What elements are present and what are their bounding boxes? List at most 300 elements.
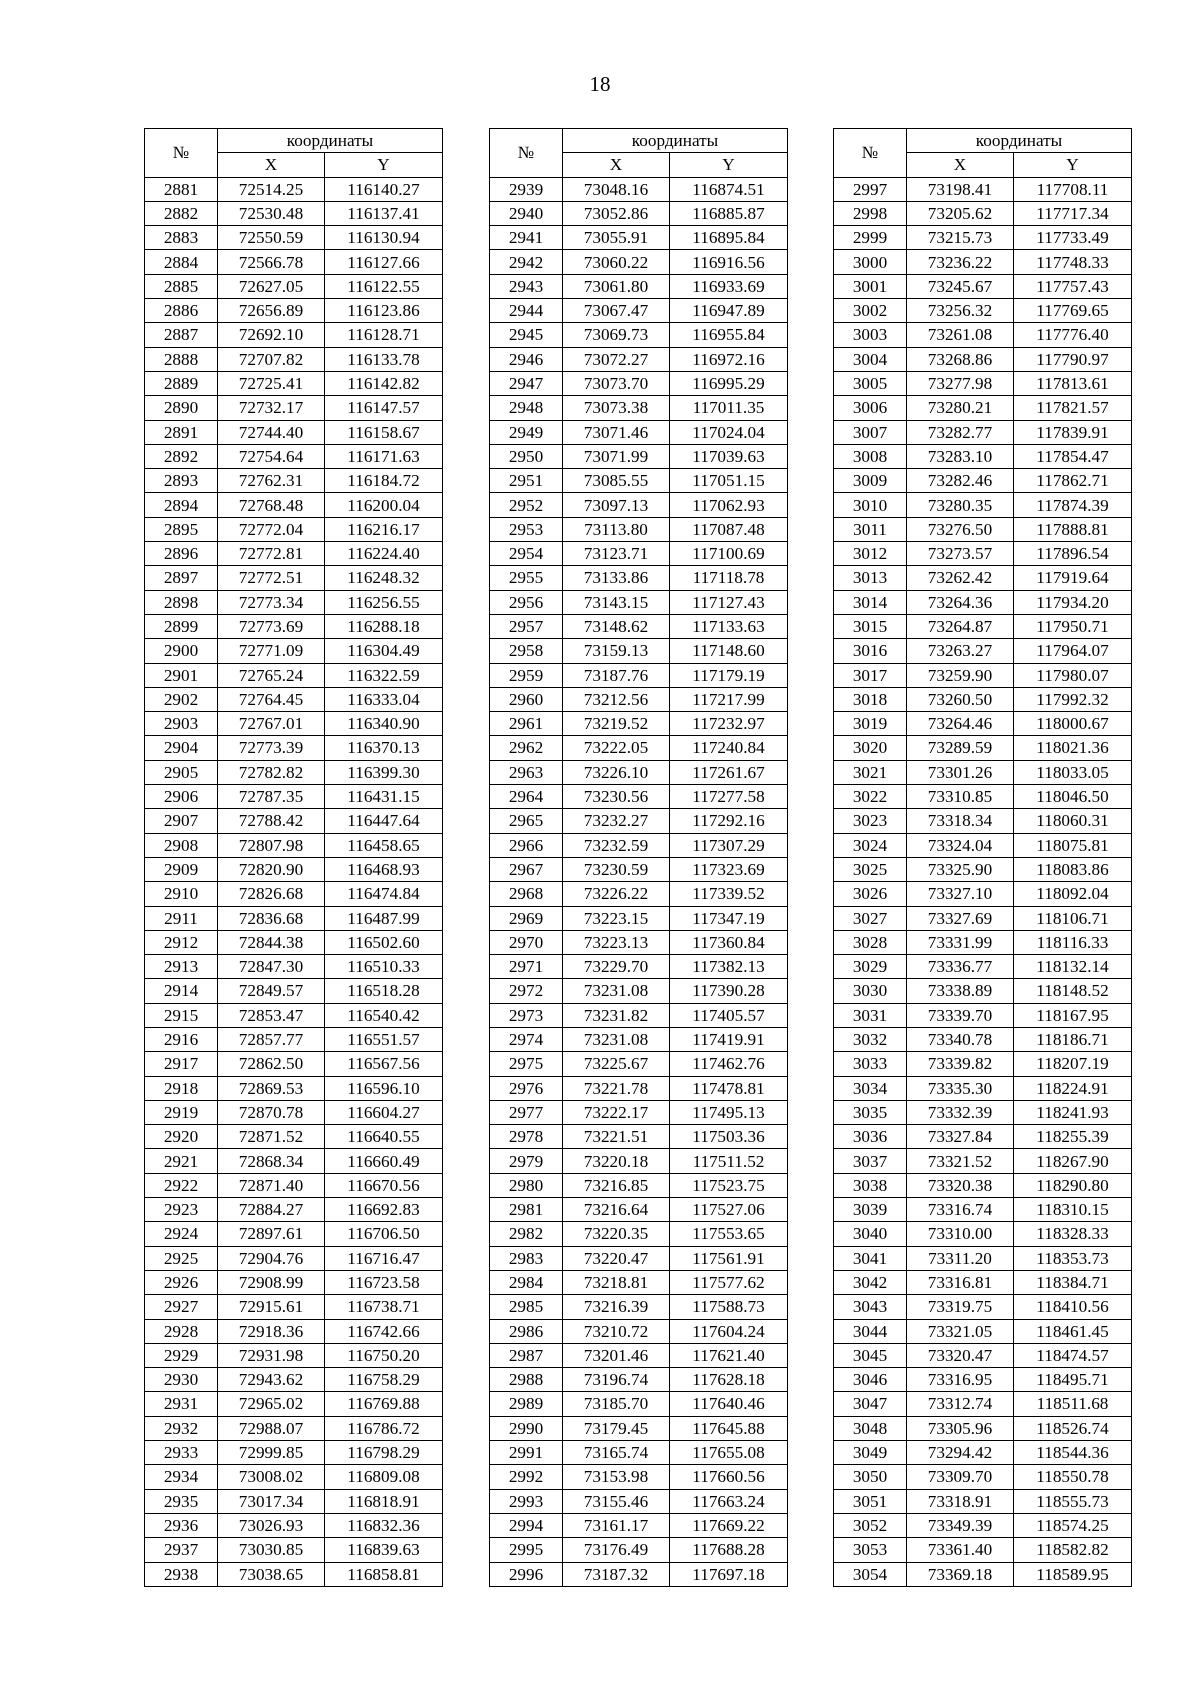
header-y: Y (325, 153, 443, 177)
point-number-cell: 2899 (145, 614, 218, 638)
x-coordinate-cell: 73316.74 (907, 1198, 1014, 1222)
x-coordinate-cell: 72931.98 (218, 1343, 325, 1367)
y-coordinate-cell: 116128.71 (325, 323, 443, 347)
header-y: Y (1014, 153, 1132, 177)
table-row (834, 1003, 1132, 1027)
table-row (145, 1295, 443, 1319)
y-coordinate-cell: 117024.04 (670, 420, 788, 444)
table-row (834, 639, 1132, 663)
table-row (834, 1513, 1132, 1537)
x-coordinate-cell: 73311.20 (907, 1246, 1014, 1270)
y-coordinate-cell: 116431.15 (325, 785, 443, 809)
table-row (834, 1052, 1132, 1076)
x-coordinate-cell: 73327.84 (907, 1125, 1014, 1149)
y-coordinate-cell: 116304.49 (325, 639, 443, 663)
point-number-cell: 2881 (145, 177, 218, 201)
table-row (490, 347, 788, 371)
x-coordinate-cell: 72826.68 (218, 882, 325, 906)
y-coordinate-cell: 117790.97 (1014, 347, 1132, 371)
y-coordinate-cell: 117179.19 (670, 663, 788, 687)
x-coordinate-cell: 72871.52 (218, 1125, 325, 1149)
table-row (145, 833, 443, 857)
point-number-cell: 3049 (834, 1441, 907, 1465)
table-row (145, 1052, 443, 1076)
point-number-cell: 3028 (834, 930, 907, 954)
table-row (834, 979, 1132, 1003)
y-coordinate-cell: 117390.28 (670, 979, 788, 1003)
x-coordinate-cell: 73030.85 (218, 1538, 325, 1562)
table-row (490, 1027, 788, 1051)
table-row (145, 1513, 443, 1537)
table-row (834, 1076, 1132, 1100)
table-row (490, 1392, 788, 1416)
x-coordinate-cell: 73231.08 (563, 979, 670, 1003)
y-coordinate-cell: 117011.35 (670, 396, 788, 420)
table-row (490, 493, 788, 517)
table-row (490, 760, 788, 784)
table-row (834, 542, 1132, 566)
x-coordinate-cell: 73318.91 (907, 1489, 1014, 1513)
y-coordinate-cell: 116340.90 (325, 712, 443, 736)
y-coordinate-cell: 116142.82 (325, 371, 443, 395)
x-coordinate-cell: 73310.85 (907, 785, 1014, 809)
table-row (145, 250, 443, 274)
table-row (490, 1003, 788, 1027)
x-coordinate-cell: 73319.75 (907, 1295, 1014, 1319)
table-row (145, 930, 443, 954)
x-coordinate-cell: 72732.17 (218, 396, 325, 420)
y-coordinate-cell: 118116.33 (1014, 930, 1132, 954)
point-number-cell: 2995 (490, 1538, 563, 1562)
point-number-cell: 2976 (490, 1076, 563, 1100)
y-coordinate-cell: 117660.56 (670, 1465, 788, 1489)
x-coordinate-cell: 73179.45 (563, 1416, 670, 1440)
y-coordinate-cell: 116692.83 (325, 1198, 443, 1222)
x-coordinate-cell: 73261.08 (907, 323, 1014, 347)
table-row (834, 323, 1132, 347)
point-number-cell: 3000 (834, 250, 907, 274)
x-coordinate-cell: 73226.10 (563, 760, 670, 784)
point-number-cell: 2892 (145, 444, 218, 468)
point-number-cell: 2952 (490, 493, 563, 517)
x-coordinate-cell: 73369.18 (907, 1562, 1014, 1586)
x-coordinate-cell: 73282.77 (907, 420, 1014, 444)
x-coordinate-cell: 72915.61 (218, 1295, 325, 1319)
point-number-cell: 2973 (490, 1003, 563, 1027)
x-coordinate-cell: 73196.74 (563, 1368, 670, 1392)
point-number-cell: 3054 (834, 1562, 907, 1586)
x-coordinate-cell: 73159.13 (563, 639, 670, 663)
point-number-cell: 2911 (145, 906, 218, 930)
table-row (834, 444, 1132, 468)
table-row (490, 663, 788, 687)
y-coordinate-cell: 116995.29 (670, 371, 788, 395)
x-coordinate-cell: 73339.82 (907, 1052, 1014, 1076)
y-coordinate-cell: 116200.04 (325, 493, 443, 517)
y-coordinate-cell: 117503.36 (670, 1125, 788, 1149)
point-number-cell: 2942 (490, 250, 563, 274)
table-row (145, 1149, 443, 1173)
point-number-cell: 2890 (145, 396, 218, 420)
x-coordinate-cell: 72773.34 (218, 590, 325, 614)
point-number-cell: 2956 (490, 590, 563, 614)
y-coordinate-cell: 118060.31 (1014, 809, 1132, 833)
table-row (834, 930, 1132, 954)
table-row (834, 590, 1132, 614)
x-coordinate-cell: 73153.98 (563, 1465, 670, 1489)
x-coordinate-cell: 73321.05 (907, 1319, 1014, 1343)
table-row (490, 566, 788, 590)
table-row (834, 1416, 1132, 1440)
point-number-cell: 2968 (490, 882, 563, 906)
point-number-cell: 2908 (145, 833, 218, 857)
y-coordinate-cell: 116567.56 (325, 1052, 443, 1076)
point-number-cell: 3021 (834, 760, 907, 784)
x-coordinate-cell: 73289.59 (907, 736, 1014, 760)
point-number-cell: 3004 (834, 347, 907, 371)
point-number-cell: 2979 (490, 1149, 563, 1173)
point-number-cell: 2948 (490, 396, 563, 420)
x-coordinate-cell: 73320.38 (907, 1173, 1014, 1197)
table-row (834, 1246, 1132, 1270)
y-coordinate-cell: 118075.81 (1014, 833, 1132, 857)
table-row (145, 177, 443, 201)
table-row (834, 1270, 1132, 1294)
point-number-cell: 2957 (490, 614, 563, 638)
table-row (834, 469, 1132, 493)
x-coordinate-cell: 72999.85 (218, 1441, 325, 1465)
x-coordinate-cell: 73223.15 (563, 906, 670, 930)
y-coordinate-cell: 118495.71 (1014, 1368, 1132, 1392)
point-number-cell: 2947 (490, 371, 563, 395)
table-row (490, 1149, 788, 1173)
x-coordinate-cell: 73340.78 (907, 1027, 1014, 1051)
x-coordinate-cell: 73259.90 (907, 663, 1014, 687)
point-number-cell: 3020 (834, 736, 907, 760)
y-coordinate-cell: 117769.65 (1014, 299, 1132, 323)
table-row (145, 639, 443, 663)
x-coordinate-cell: 73216.85 (563, 1173, 670, 1197)
table-row (145, 1222, 443, 1246)
point-number-cell: 2987 (490, 1343, 563, 1367)
table-row (834, 566, 1132, 590)
y-coordinate-cell: 117478.81 (670, 1076, 788, 1100)
point-number-cell: 2920 (145, 1125, 218, 1149)
table-row (490, 444, 788, 468)
point-number-cell: 3047 (834, 1392, 907, 1416)
y-coordinate-cell: 116640.55 (325, 1125, 443, 1149)
point-number-cell: 2891 (145, 420, 218, 444)
table-row (145, 1416, 443, 1440)
table-row (145, 1173, 443, 1197)
point-number-cell: 2898 (145, 590, 218, 614)
table-row (490, 299, 788, 323)
x-coordinate-cell: 72754.64 (218, 444, 325, 468)
y-coordinate-cell: 117980.07 (1014, 663, 1132, 687)
point-number-cell: 2909 (145, 857, 218, 881)
table-row (145, 566, 443, 590)
x-coordinate-cell: 73038.65 (218, 1562, 325, 1586)
x-coordinate-cell: 72918.36 (218, 1319, 325, 1343)
x-coordinate-cell: 73073.70 (563, 371, 670, 395)
point-number-cell: 2888 (145, 347, 218, 371)
table-row (834, 760, 1132, 784)
point-number-cell: 2985 (490, 1295, 563, 1319)
y-coordinate-cell: 116510.33 (325, 955, 443, 979)
y-coordinate-cell: 118328.33 (1014, 1222, 1132, 1246)
point-number-cell: 3012 (834, 542, 907, 566)
point-number-cell: 2949 (490, 420, 563, 444)
table-row (145, 1489, 443, 1513)
point-number-cell: 2953 (490, 517, 563, 541)
y-coordinate-cell: 118574.25 (1014, 1513, 1132, 1537)
y-coordinate-cell: 117051.15 (670, 469, 788, 493)
header-coords: координаты (218, 129, 443, 153)
y-coordinate-cell: 117118.78 (670, 566, 788, 590)
table-row (145, 226, 443, 250)
table-row (834, 955, 1132, 979)
point-number-cell: 2990 (490, 1416, 563, 1440)
y-coordinate-cell: 118092.04 (1014, 882, 1132, 906)
table-row (834, 663, 1132, 687)
y-coordinate-cell: 116809.08 (325, 1465, 443, 1489)
x-coordinate-cell: 73061.80 (563, 274, 670, 298)
y-coordinate-cell: 116786.72 (325, 1416, 443, 1440)
table-row (145, 1319, 443, 1343)
y-coordinate-cell: 118083.86 (1014, 857, 1132, 881)
table-row (145, 857, 443, 881)
y-coordinate-cell: 116769.88 (325, 1392, 443, 1416)
y-coordinate-cell: 118207.19 (1014, 1052, 1132, 1076)
y-coordinate-cell: 117839.91 (1014, 420, 1132, 444)
table-row (145, 1538, 443, 1562)
point-number-cell: 2999 (834, 226, 907, 250)
header-coords: координаты (563, 129, 788, 153)
y-coordinate-cell: 116670.56 (325, 1173, 443, 1197)
table-row (490, 687, 788, 711)
point-number-cell: 2915 (145, 1003, 218, 1027)
x-coordinate-cell: 73232.59 (563, 833, 670, 857)
point-number-cell: 2965 (490, 809, 563, 833)
x-coordinate-cell: 73280.21 (907, 396, 1014, 420)
x-coordinate-cell: 73232.27 (563, 809, 670, 833)
y-coordinate-cell: 117307.29 (670, 833, 788, 857)
table-row (834, 906, 1132, 930)
x-coordinate-cell: 73148.62 (563, 614, 670, 638)
header-y: Y (670, 153, 788, 177)
x-coordinate-cell: 72771.09 (218, 639, 325, 663)
y-coordinate-cell: 118241.93 (1014, 1100, 1132, 1124)
y-coordinate-cell: 117640.46 (670, 1392, 788, 1416)
table-row (490, 517, 788, 541)
coordinates-table-3 (833, 128, 1132, 1587)
point-number-cell: 2958 (490, 639, 563, 663)
x-coordinate-cell: 72787.35 (218, 785, 325, 809)
x-coordinate-cell: 73231.82 (563, 1003, 670, 1027)
y-coordinate-cell: 116370.13 (325, 736, 443, 760)
y-coordinate-cell: 117950.71 (1014, 614, 1132, 638)
table-row (834, 517, 1132, 541)
y-coordinate-cell: 117261.67 (670, 760, 788, 784)
point-number-cell: 2974 (490, 1027, 563, 1051)
x-coordinate-cell: 73055.91 (563, 226, 670, 250)
x-coordinate-cell: 73165.74 (563, 1441, 670, 1465)
table-row (834, 177, 1132, 201)
table-row (145, 274, 443, 298)
x-coordinate-cell: 73067.47 (563, 299, 670, 323)
table-row (834, 1489, 1132, 1513)
table-row (145, 1003, 443, 1027)
point-number-cell: 3039 (834, 1198, 907, 1222)
y-coordinate-cell: 116885.87 (670, 201, 788, 225)
table-row (834, 1295, 1132, 1319)
point-number-cell: 3035 (834, 1100, 907, 1124)
x-coordinate-cell: 73220.35 (563, 1222, 670, 1246)
y-coordinate-cell: 116832.36 (325, 1513, 443, 1537)
table-row (834, 250, 1132, 274)
table-row (145, 1100, 443, 1124)
point-number-cell: 2944 (490, 299, 563, 323)
y-coordinate-cell: 117347.19 (670, 906, 788, 930)
y-coordinate-cell: 118224.91 (1014, 1076, 1132, 1100)
point-number-cell: 2950 (490, 444, 563, 468)
table-row (490, 201, 788, 225)
x-coordinate-cell: 73133.86 (563, 566, 670, 590)
y-coordinate-cell: 116288.18 (325, 614, 443, 638)
table-row (145, 347, 443, 371)
table-row (145, 1198, 443, 1222)
x-coordinate-cell: 72988.07 (218, 1416, 325, 1440)
y-coordinate-cell: 117874.39 (1014, 493, 1132, 517)
point-number-cell: 3040 (834, 1222, 907, 1246)
x-coordinate-cell: 73282.46 (907, 469, 1014, 493)
point-number-cell: 2971 (490, 955, 563, 979)
point-number-cell: 2918 (145, 1076, 218, 1100)
table-row (145, 590, 443, 614)
x-coordinate-cell: 73185.70 (563, 1392, 670, 1416)
x-coordinate-cell: 72847.30 (218, 955, 325, 979)
table-row (490, 274, 788, 298)
y-coordinate-cell: 117127.43 (670, 590, 788, 614)
x-coordinate-cell: 73349.39 (907, 1513, 1014, 1537)
x-coordinate-cell: 72762.31 (218, 469, 325, 493)
y-coordinate-cell: 116137.41 (325, 201, 443, 225)
point-number-cell: 2955 (490, 566, 563, 590)
x-coordinate-cell: 73361.40 (907, 1538, 1014, 1562)
y-coordinate-cell: 118384.71 (1014, 1270, 1132, 1294)
x-coordinate-cell: 72836.68 (218, 906, 325, 930)
x-coordinate-cell: 72627.05 (218, 274, 325, 298)
x-coordinate-cell: 72904.76 (218, 1246, 325, 1270)
y-coordinate-cell: 117655.08 (670, 1441, 788, 1465)
y-coordinate-cell: 117821.57 (1014, 396, 1132, 420)
table-row (490, 736, 788, 760)
page-number: 18 (589, 72, 611, 96)
point-number-cell: 3008 (834, 444, 907, 468)
y-coordinate-cell: 117553.65 (670, 1222, 788, 1246)
x-coordinate-cell: 73327.69 (907, 906, 1014, 930)
table-row (490, 979, 788, 1003)
table-row (145, 299, 443, 323)
y-coordinate-cell: 118353.73 (1014, 1246, 1132, 1270)
table-row (490, 1246, 788, 1270)
table-row (145, 1368, 443, 1392)
x-coordinate-cell: 72773.69 (218, 614, 325, 638)
y-coordinate-cell: 116738.71 (325, 1295, 443, 1319)
x-coordinate-cell: 73073.38 (563, 396, 670, 420)
x-coordinate-cell: 73305.96 (907, 1416, 1014, 1440)
x-coordinate-cell: 73338.89 (907, 979, 1014, 1003)
table-row (490, 1416, 788, 1440)
x-coordinate-cell: 73336.77 (907, 955, 1014, 979)
x-coordinate-cell: 73283.10 (907, 444, 1014, 468)
table-row (145, 1465, 443, 1489)
table-row (145, 542, 443, 566)
y-coordinate-cell: 116604.27 (325, 1100, 443, 1124)
y-coordinate-cell: 117934.20 (1014, 590, 1132, 614)
x-coordinate-cell: 73201.46 (563, 1343, 670, 1367)
table-row (834, 687, 1132, 711)
point-number-cell: 3029 (834, 955, 907, 979)
x-coordinate-cell: 73143.15 (563, 590, 670, 614)
table-row (834, 1319, 1132, 1343)
table-row (834, 1198, 1132, 1222)
y-coordinate-cell: 116916.56 (670, 250, 788, 274)
y-coordinate-cell: 117697.18 (670, 1562, 788, 1586)
y-coordinate-cell: 116758.29 (325, 1368, 443, 1392)
x-coordinate-cell: 73262.42 (907, 566, 1014, 590)
y-coordinate-cell: 116750.20 (325, 1343, 443, 1367)
x-coordinate-cell: 73264.87 (907, 614, 1014, 638)
point-number-cell: 2954 (490, 542, 563, 566)
x-coordinate-cell: 73225.67 (563, 1052, 670, 1076)
x-coordinate-cell: 72897.61 (218, 1222, 325, 1246)
x-coordinate-cell: 73008.02 (218, 1465, 325, 1489)
y-coordinate-cell: 116858.81 (325, 1562, 443, 1586)
point-number-cell: 2935 (145, 1489, 218, 1513)
point-number-cell: 3011 (834, 517, 907, 541)
y-coordinate-cell: 116706.50 (325, 1222, 443, 1246)
y-coordinate-cell: 117854.47 (1014, 444, 1132, 468)
y-coordinate-cell: 116839.63 (325, 1538, 443, 1562)
point-number-cell: 2901 (145, 663, 218, 687)
table-row (490, 469, 788, 493)
y-coordinate-cell: 118033.05 (1014, 760, 1132, 784)
table-row (490, 590, 788, 614)
table-row (834, 396, 1132, 420)
x-coordinate-cell: 72768.48 (218, 493, 325, 517)
point-number-cell: 3033 (834, 1052, 907, 1076)
point-number-cell: 2966 (490, 833, 563, 857)
point-number-cell: 3014 (834, 590, 907, 614)
y-coordinate-cell: 117717.34 (1014, 201, 1132, 225)
y-coordinate-cell: 116551.57 (325, 1027, 443, 1051)
y-coordinate-cell: 116895.84 (670, 226, 788, 250)
table-row (834, 1027, 1132, 1051)
table-row (145, 1027, 443, 1051)
x-coordinate-cell: 73198.41 (907, 177, 1014, 201)
point-number-cell: 2964 (490, 785, 563, 809)
table-row (834, 1125, 1132, 1149)
y-coordinate-cell: 116224.40 (325, 542, 443, 566)
point-number-cell: 2993 (490, 1489, 563, 1513)
point-number-cell: 2936 (145, 1513, 218, 1537)
point-number-cell: 2924 (145, 1222, 218, 1246)
y-coordinate-cell: 118474.57 (1014, 1343, 1132, 1367)
y-coordinate-cell: 118000.67 (1014, 712, 1132, 736)
y-coordinate-cell: 116742.66 (325, 1319, 443, 1343)
point-number-cell: 2992 (490, 1465, 563, 1489)
